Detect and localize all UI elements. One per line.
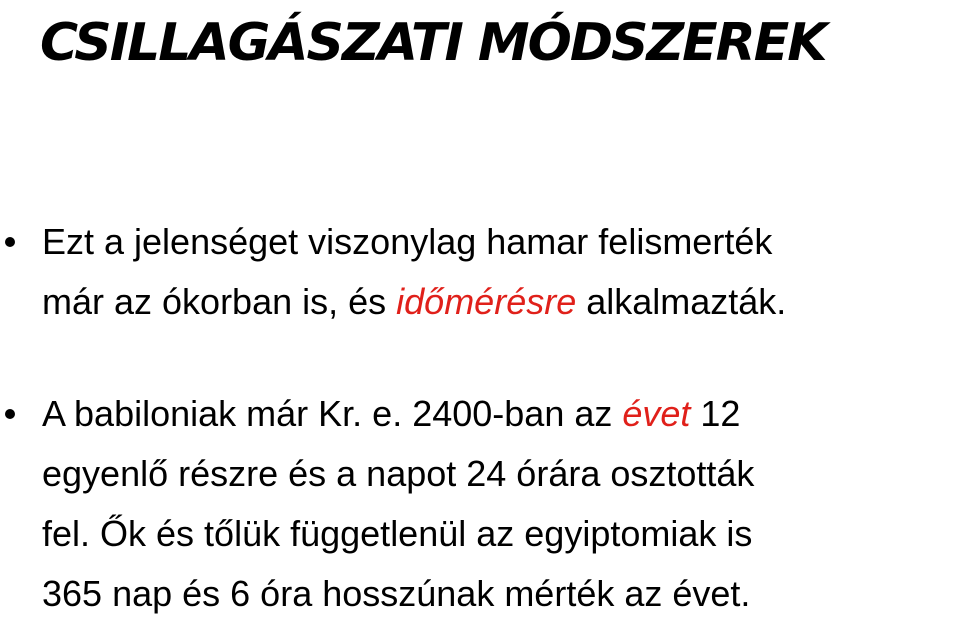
highlighted-term: évet <box>622 393 691 434</box>
text-segment: fel. Ők és tőlük függetlenül az egyiptomiak is <box>42 513 753 554</box>
bullet-dot-icon <box>5 237 15 247</box>
text-segment: 12 <box>690 393 741 434</box>
bullet-line <box>42 212 960 272</box>
bullet-item <box>0 212 960 332</box>
text-segment: 365 nap és 6 óra hosszúnak mérték az évet. <box>42 573 751 614</box>
text-segment: Ezt a jelenséget viszonylag hamar felismerték <box>42 221 773 262</box>
bullet-line <box>42 504 960 564</box>
text-segment: már az ókorban is, és <box>42 281 397 322</box>
highlighted-term: időmérésre <box>396 281 577 322</box>
text-segment: egyenlő részre és a napot 24 órára osztották <box>42 453 755 494</box>
bullet-line <box>42 564 960 624</box>
bullet-list <box>0 212 960 624</box>
bullet-item <box>0 384 960 624</box>
bullet-line <box>42 272 960 332</box>
text-segment: alkalmazták. <box>576 281 787 322</box>
text-segment: A babiloniak már Kr. e. 2400-ban az <box>42 393 623 434</box>
bullet-line <box>42 384 960 444</box>
bullet-dot-icon <box>5 409 15 419</box>
bullet-line <box>42 444 960 504</box>
slide-title: CSILLAGÁSZATI MÓDSZEREK <box>40 13 826 73</box>
